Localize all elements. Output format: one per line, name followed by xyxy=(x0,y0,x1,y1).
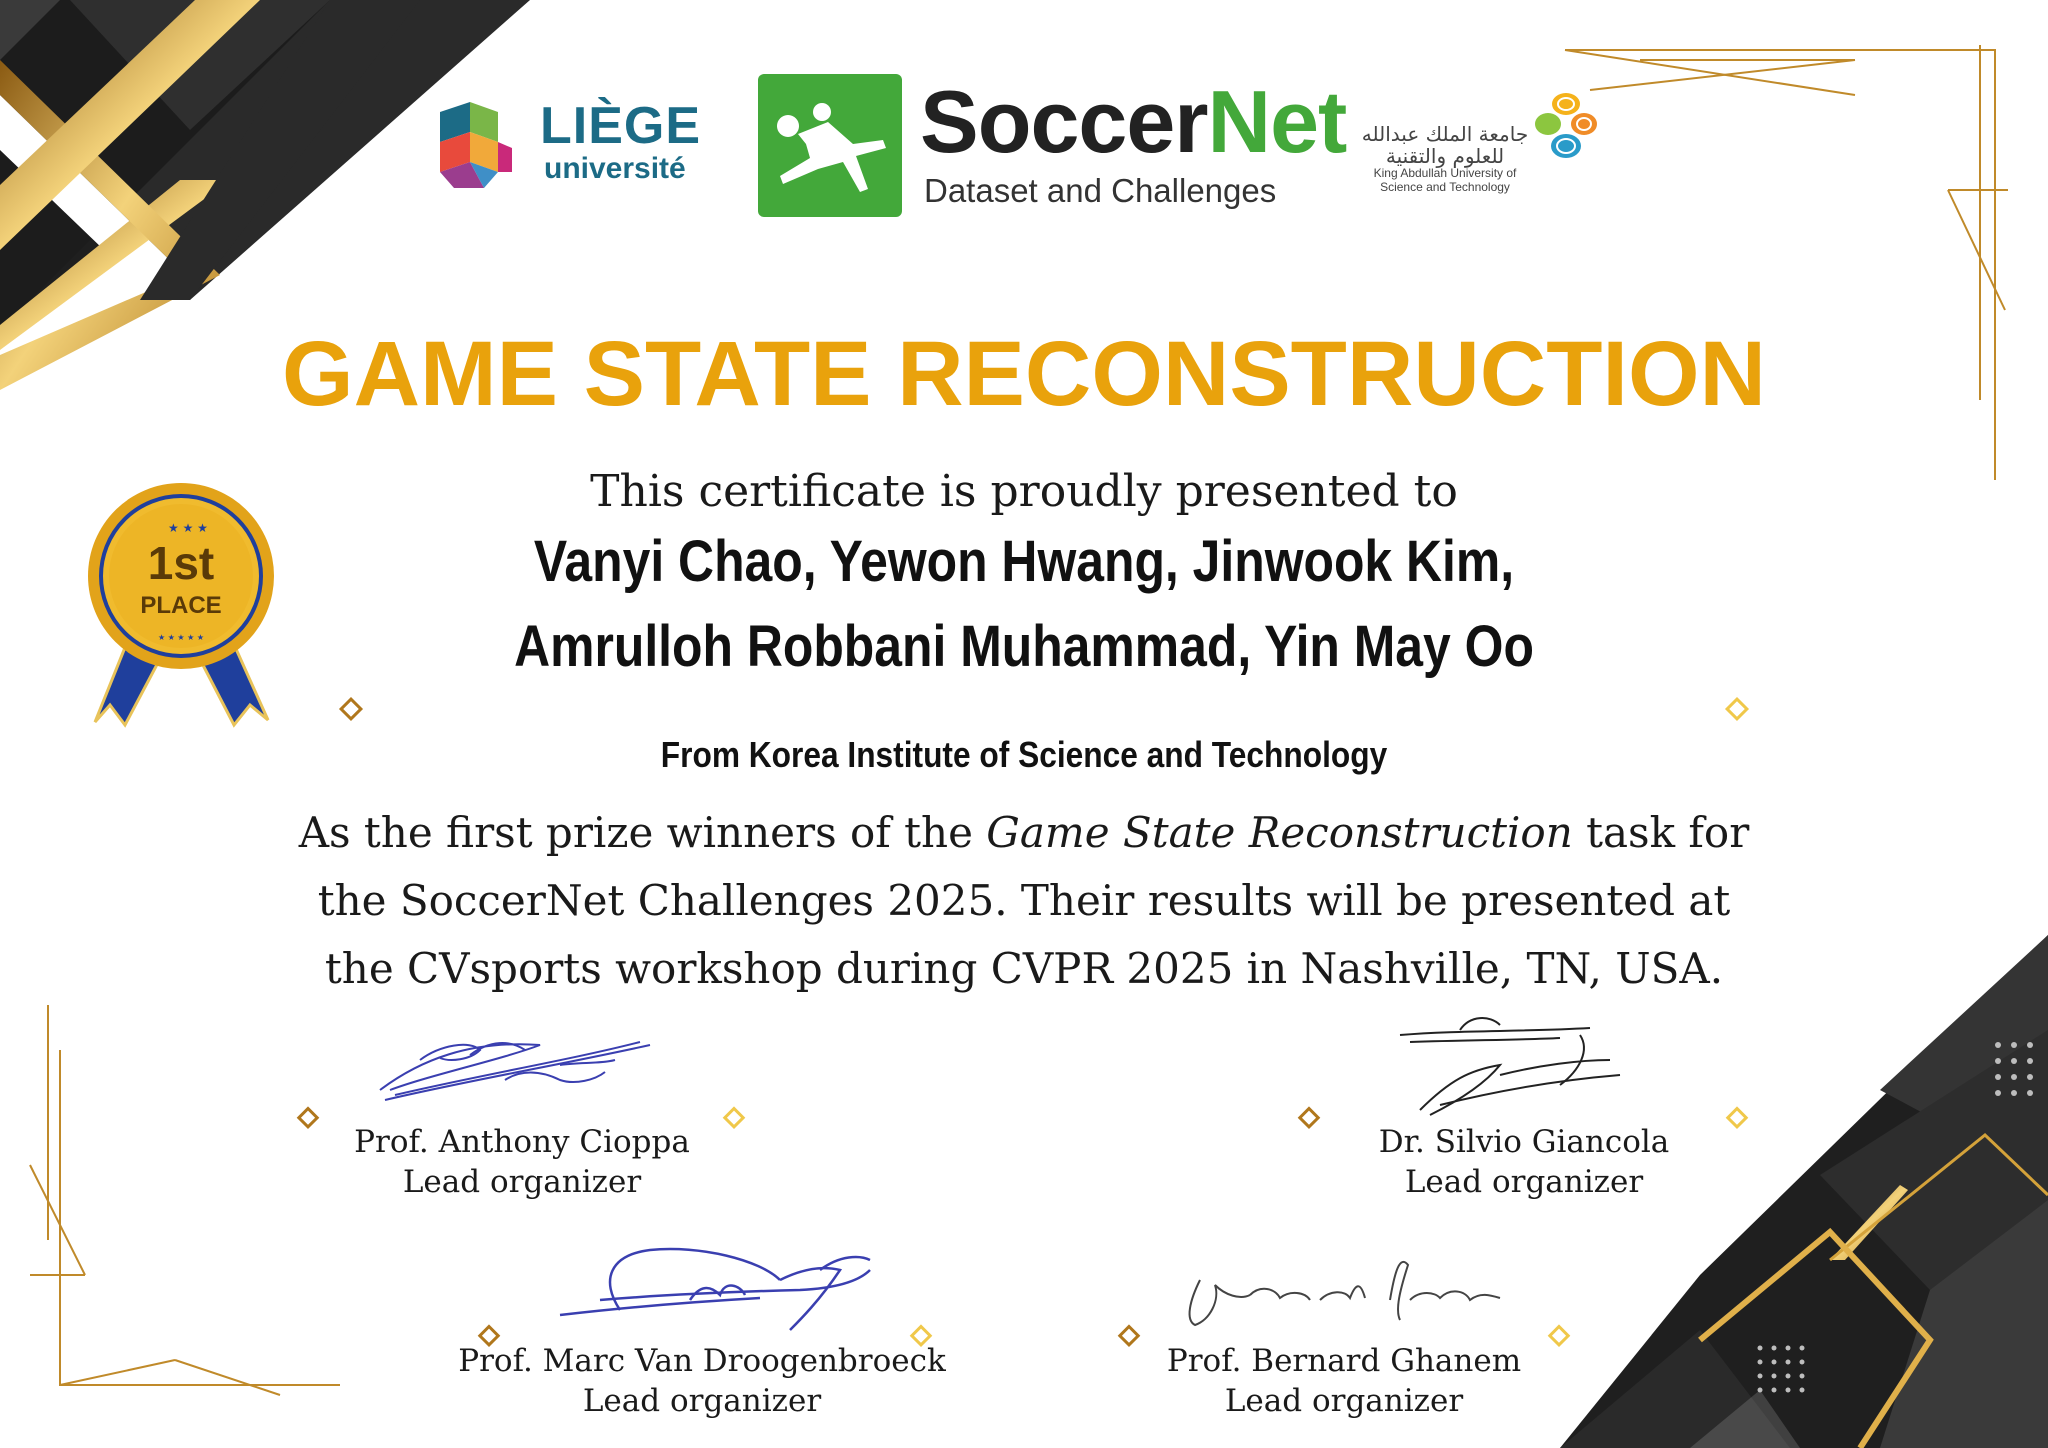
liege-university-logo xyxy=(440,96,700,196)
kaust-emblem-icon xyxy=(1528,88,1600,168)
task-name: Game State Reconstruction xyxy=(986,808,1573,857)
signatory-role-3: Lead organizer xyxy=(582,1383,822,1419)
liege-subtitle: université xyxy=(544,152,686,185)
signatory-name-2: Dr. Silvio Giancola xyxy=(1378,1124,1670,1160)
kaust-logo xyxy=(1360,88,1600,198)
liege-name: LIÈGE xyxy=(540,97,702,155)
body-line-1 xyxy=(0,808,2048,857)
signatory-role-4: Lead organizer xyxy=(1224,1383,1464,1419)
recipient-names-line1: Vanyi Chao, Yewon Hwang, Jinwook Kim, xyxy=(533,529,1515,594)
signatory-role-2: Lead organizer xyxy=(1404,1164,1644,1200)
liege-cube-icon xyxy=(440,102,526,188)
body-line-2: the SoccerNet Challenges 2025. Their results will be presented at xyxy=(317,876,1731,925)
soccernet-logo xyxy=(758,72,1347,219)
svg-text:★ ★ ★: ★ ★ ★ xyxy=(168,521,208,535)
institution-text: From Korea Institute of Science and Technology xyxy=(660,734,1388,775)
kaust-english-line1: King Abdullah University of xyxy=(1373,166,1517,180)
kaust-arabic-line1: جامعة الملك عبدالله xyxy=(1361,122,1529,146)
soccernet-subtitle: Dataset and Challenges xyxy=(924,172,1277,209)
signatory-name-4: Prof. Bernard Ghanem xyxy=(1166,1343,1522,1379)
bottom-left-line-ornament xyxy=(30,1005,340,1395)
soccernet-title-part2: Net xyxy=(1207,72,1347,171)
svg-text:★ ★ ★ ★ ★: ★ ★ ★ ★ ★ xyxy=(158,633,205,642)
kaust-english-line2: Science and Technology xyxy=(1380,180,1510,194)
signature-cioppa xyxy=(380,1042,650,1100)
presented-to-text: This certificate is proudly presented to xyxy=(590,466,1458,517)
names-divider xyxy=(341,699,1747,719)
signatory-role-1: Lead organizer xyxy=(402,1164,642,1200)
body-line-3: the CVsports workshop during CVPR 2025 in Nashville, TN, USA. xyxy=(324,944,1724,993)
body-line-1-pre: As the first prize winners of the xyxy=(298,808,987,857)
signature-giancola xyxy=(1400,1018,1620,1115)
medal-label: PLACE xyxy=(140,592,222,619)
kaust-arabic-line2: للعلوم والتقنية xyxy=(1385,144,1505,168)
signatory-name-3: Prof. Marc Van Droogenbroeck xyxy=(458,1343,946,1379)
recipient-names-line2: Amrulloh Robbani Muhammad, Yin May Oo xyxy=(514,614,1534,679)
signatory-name-1: Prof. Anthony Cioppa xyxy=(354,1124,690,1160)
signature-ghanem xyxy=(1190,1262,1500,1325)
soccernet-player-icon xyxy=(758,74,902,217)
signature-van-droogenbroeck xyxy=(560,1249,870,1330)
soccernet-title xyxy=(920,72,1347,171)
certificate-title: GAME STATE RECONSTRUCTION xyxy=(282,323,1766,425)
medal-rank: 1st xyxy=(147,537,215,589)
soccernet-title-part1: Soccer xyxy=(920,72,1208,171)
body-line-1-post: task for xyxy=(1572,808,1750,857)
